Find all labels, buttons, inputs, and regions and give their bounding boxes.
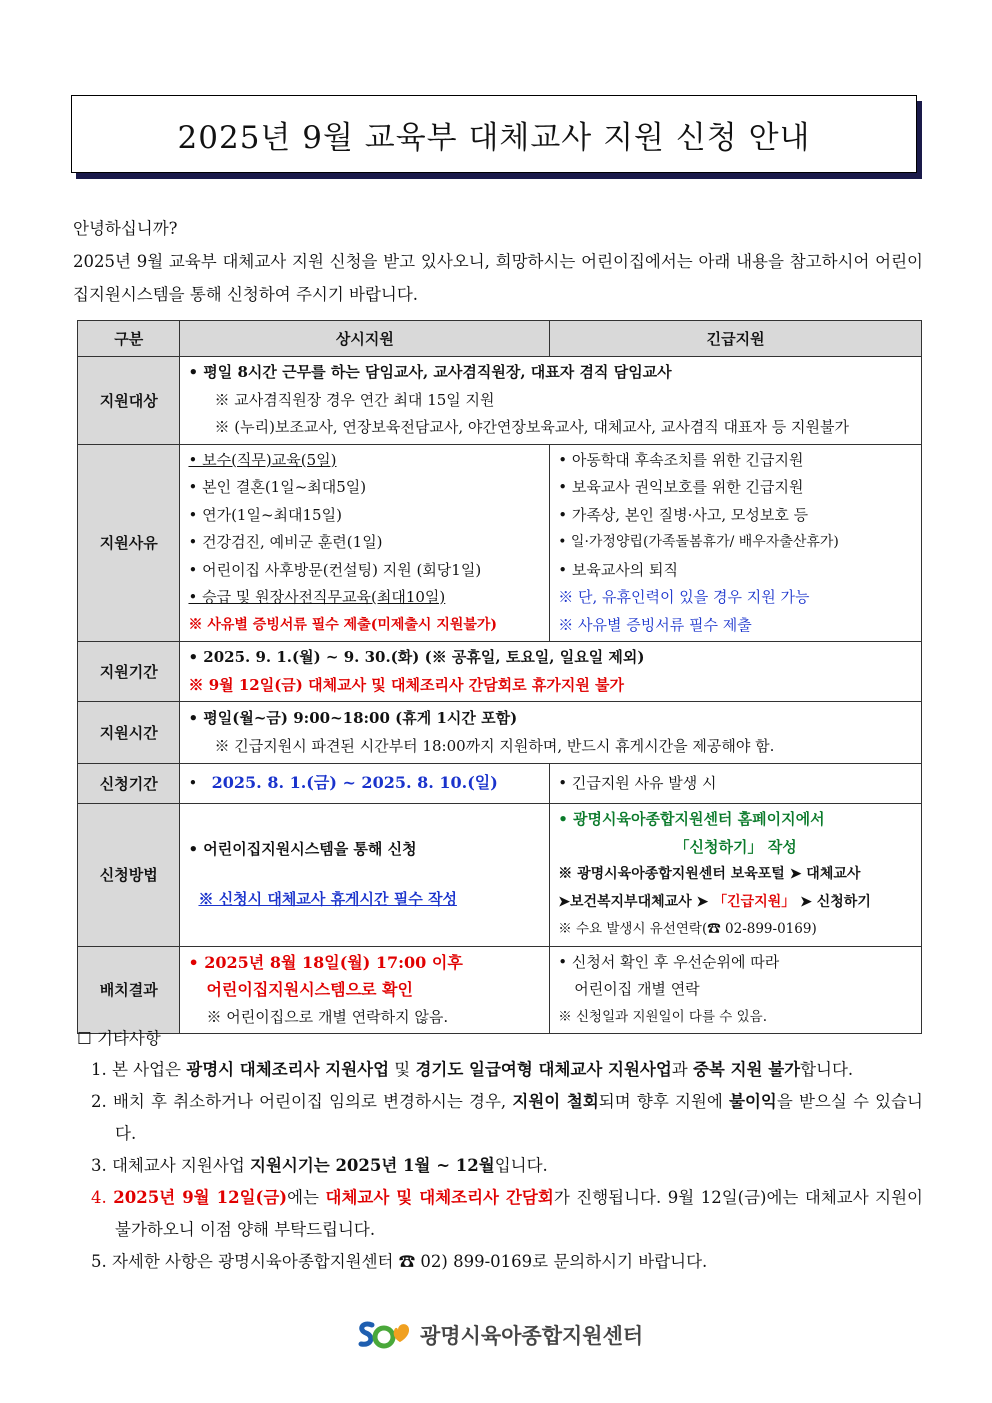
table-header-row (78, 321, 922, 357)
reason-regular-item: • 승급 및 원장사전직무교육(최대10일) (188, 588, 446, 606)
reason-regular-item: • 건강검진, 예비군 훈련(1일) (188, 533, 383, 551)
method-urgent-4a: ➤보건복지부대체교사 ➤ (558, 893, 714, 910)
method-urgent-5: ※ 수요 발생시 유선연락(☎ 02-899-0169) (558, 921, 817, 937)
hours-line-2: ※ 긴급지원시 파견된 시간부터 18:00까지 지원하며, 반드시 휴게시간을 제공해야 함. (214, 736, 775, 755)
row-label-hours: 지원시간 (78, 702, 180, 764)
method-urgent-4b: 「긴급지원」 (713, 893, 796, 910)
etc-item-4: 4. 2025년 9월 12일(금)에는 대체교사 및 대체조리사 간담회가 진행됩니다. 9월 12일(금)에는 대체교사 지원이 불가하오니 이점 양해 부탁드립니다. (91, 1188, 923, 1239)
method-urgent-1: • 광명시육아종합지원센터 홈페이지에서 (558, 810, 825, 828)
table-row-result (78, 946, 922, 1034)
result-regular-2: 어린이집지원시스템으로 확인 (206, 980, 413, 999)
target-line-1: • 평일 8시간 근무를 하는 담임교사, 교사겸직원장, 대표자 겸직 담임교사 (188, 363, 672, 381)
apply-period-urgent: • 긴급지원 사유 발생 시 (558, 773, 717, 792)
etc-item-1: 1. 본 사업은 광명시 대체조리사 지원사업 및 경기도 일급여형 대체교사 지원사업과 중복 지원 불가합니다. (91, 1060, 854, 1079)
apply-period-bullet: • (188, 774, 198, 793)
reason-regular-note: ※ 사유별 증빙서류 필수 제출(미제출시 지원불가) (188, 616, 498, 633)
result-regular-3: ※ 어린이집으로 개별 연락하지 않음. (206, 1007, 449, 1026)
reason-regular-item: • 연가(1일~최대15일) (188, 505, 342, 524)
row-label-period: 지원기간 (78, 642, 180, 702)
method-urgent-4 (558, 889, 913, 917)
reason-urgent-note-1: ※ 단, 유휴인력이 있을 경우 지원 가능 (558, 588, 810, 606)
intro-greeting: 안녕하십니까? (73, 219, 178, 238)
method-regular-2: ※ 신청시 대체교사 휴게시간 필수 작성 (198, 889, 457, 908)
reason-urgent-item: • 가족상, 본인 질병·사고, 모성보호 등 (558, 505, 809, 524)
method-urgent-4c: ➤ 신청하기 (795, 893, 871, 910)
target-line-3: ※ (누리)보조교사, 연장보육전담교사, 야간연장보육교사, 대체교사, 교사겸직 대표자 등 지원불가 (214, 418, 850, 436)
apply-period-urgent-cell (550, 764, 922, 804)
row-label-target: 지원대상 (78, 357, 180, 445)
method-regular-1: • 어린이집지원시스템을 통해 신청 (188, 840, 417, 859)
period-line-1: • 2025. 9. 1.(월) ~ 9. 30.(화) (※ 공휴일, 토요일, 일요일 제외) (188, 648, 645, 666)
etc-section (77, 1024, 923, 1278)
header-urgent: 긴급지원 (550, 321, 922, 357)
etc-heading: ☐ 기타사항 (77, 1029, 161, 1048)
result-regular-1: • 2025년 8월 18일(월) 17:00 이후 (188, 952, 463, 972)
etc-item-5: 5. 자세한 사항은 광명시육아종합지원센터 ☎ 02) 899-0169로 문의하시기 바랍니다. (91, 1252, 708, 1271)
footer-logo-text: 광명시육아종합지원센터 (420, 1324, 644, 1348)
reason-urgent-item: • 보육교사 권익보호를 위한 긴급지원 (558, 478, 804, 496)
period-cell (180, 642, 922, 702)
reason-urgent-item: • 일·가정양립(가족돌봄휴가/ 배우자출산휴가) (558, 534, 839, 550)
target-cell (180, 357, 922, 445)
period-line-2: ※ 9월 12일(금) 대체교사 및 대체조리사 간담회로 휴가지원 불가 (188, 675, 625, 694)
result-urgent-2: 어린이집 개별 연락 (574, 980, 700, 998)
row-label-method: 신청방법 (78, 804, 180, 947)
result-urgent-1: • 신청서 확인 후 우선순위에 따라 (558, 952, 780, 971)
footer-logo (356, 1318, 643, 1352)
row-label-reason: 지원사유 (78, 444, 180, 642)
table-row-method (78, 804, 922, 947)
header-category: 구분 (78, 321, 180, 357)
reason-urgent-item: • 보육교사의 퇴직 (558, 560, 679, 579)
apply-period-regular: 2025. 8. 1.(금) ~ 2025. 8. 10.(일) (211, 773, 498, 793)
hours-line-1: • 평일(월~금) 9:00~18:00 (휴게 1시간 포함) (188, 709, 518, 727)
reason-regular-cell (180, 444, 550, 642)
reason-urgent-cell (550, 444, 922, 642)
reason-regular-item: • 보수(직무)교육(5일) (188, 450, 337, 469)
target-line-2: ※ 교사겸직원장 경우 연간 최대 15일 지원 (214, 390, 495, 409)
table-row-apply-period (78, 764, 922, 804)
table-row-reason (78, 444, 922, 642)
hours-cell (180, 702, 922, 764)
row-label-result: 배치결과 (78, 946, 180, 1034)
reason-urgent-item: • 아동학대 후속조치를 위한 긴급지원 (558, 450, 804, 469)
etc-item-3: 3. 대체교사 지원사업 지원시기는 2025년 1월 ~ 12월입니다. (91, 1156, 548, 1175)
table-row-hours (78, 702, 922, 764)
info-table (77, 320, 922, 1034)
method-urgent-cell (550, 804, 922, 947)
intro (73, 212, 923, 311)
table-row-period (78, 642, 922, 702)
result-urgent-cell (550, 946, 922, 1034)
title-box (71, 95, 917, 173)
result-regular-cell (180, 946, 550, 1034)
row-label-apply-period: 신청기간 (78, 764, 180, 804)
intro-body: 2025년 9월 교육부 대체교사 지원 신청을 받고 있사오니, 희망하시는 어린이집에서는 아래 내용을 참고하시어 어린이집지원시스템을 통해 신청하여 주시기 바랍니다. (73, 252, 923, 304)
center-logo-icon (356, 1318, 414, 1352)
apply-period-regular-cell (180, 764, 550, 804)
table-row-target (78, 357, 922, 445)
result-urgent-3: ※ 신청일과 지원일이 다를 수 있음. (558, 1008, 767, 1025)
reason-regular-item: • 어린이집 사후방문(컨설팅) 지원 (회당1일) (188, 560, 482, 579)
method-urgent-3: ※ 광명시육아종합지원센터 보육포털 ➤ 대체교사 (558, 866, 861, 882)
method-regular-cell (180, 804, 550, 947)
header-regular: 상시지원 (180, 321, 550, 357)
method-urgent-2: 「신청하기」 작성 (674, 837, 797, 856)
reason-urgent-note-2: ※ 사유별 증빙서류 필수 제출 (558, 615, 752, 634)
page-title: 2025년 9월 교육부 대체교사 지원 신청 안내 (177, 119, 811, 156)
etc-item-2: 2. 배치 후 취소하거나 어린이집 임의로 변경하시는 경우, 지원이 철회되며 향후 지원에 불이익을 받으실 수 있습니다. (91, 1092, 923, 1143)
reason-regular-item: • 본인 결혼(1일~최대5일) (188, 478, 367, 496)
